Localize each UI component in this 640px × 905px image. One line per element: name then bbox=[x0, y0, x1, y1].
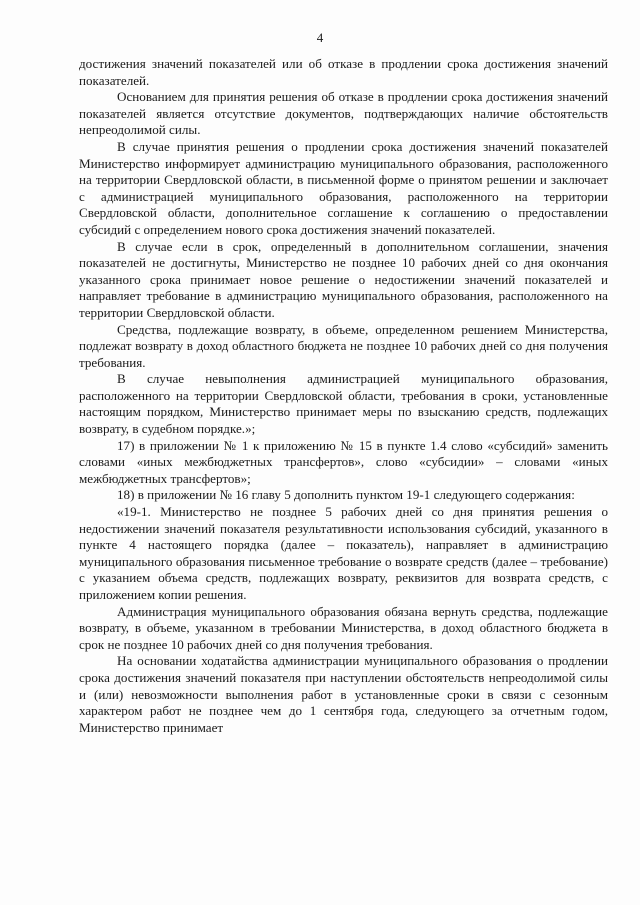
paragraph: Средства, подлежащие возврату, в объеме, определенном решением Министерства, подлежат возврату в доход областного бюджета не позднее 10 рабочих дней со дня получения требования. bbox=[79, 321, 608, 370]
paragraph: Администрация муниципального образования обязана вернуть средства, подлежащие возврату, в объеме, указанном в требовании Министерства, в доход областного бюджета в срок не позднее 10 рабочих дней со дня получения требования. bbox=[79, 603, 608, 652]
quoted-clause: «19-1. Министерство не позднее 5 рабочих дней со дня принятия решения о недостижении значений показателя результативности использования субсидий, указанного в пункте 4 настоящего порядка (далее – показатель), направляет в администрацию муниципального образования письменное требование о возврате средств (далее – требование) с указанием объема средств, подлежащих возврату, реквизитов для возврата средств, с приложением копии решения. bbox=[79, 504, 608, 602]
list-item-17: 17) в приложении № 1 к приложению № 15 в пункте 1.4 слово «субсидий» заменить словами «иных межбюджетных трансфертов», слово «субсидии» – словами «иных межбюджетных трансфертов»; bbox=[79, 437, 608, 486]
paragraph: Основанием для принятия решения об отказе в продлении срока достижения значений показателей является отсутствие документов, подтверждающих наличие обстоятельств непреодолимой силы. bbox=[79, 89, 608, 138]
paragraph: На основании ходатайства администрации муниципального образования о продлении срока достижения значений показателя при наступлении обстоятельств непреодолимой силы и (или) невозможности выполнения работ в установленные сроки в связи с сезонным характером работ не позднее чем до 1 сентября года, следующего за отчетным годом, Министерство принимает bbox=[79, 653, 608, 735]
list-item-18: 18) в приложении № 16 главу 5 дополнить пунктом 19-1 следующего содержания: bbox=[117, 487, 575, 503]
paragraph: В случае принятия решения о продлении срока достижения значений показателей Министерство информирует администрацию муниципального образования, расположенного на территории Свердловской области, в письменной форме о принятом решении и заключает с администрацией муниципального образования, расположенного на территории Свердловской области, дополнительное соглашение к соглашению о предоставлении субсидий с определением нового срока достижения значений показателей. bbox=[79, 138, 608, 237]
paragraph: В случае если в срок, определенный в дополнительном соглашении, значения показателей не достигнуты, Министерство не позднее 10 рабочих дней со дня окончания указанного срока принимает новое решение о недостижении значений показателей и направляет требование в администрацию муниципального образования, расположенного на территории Свердловской области. bbox=[79, 238, 608, 320]
page-number: 4 bbox=[316, 30, 324, 45]
document-body bbox=[79, 56, 608, 736]
paragraph: достижения значений показателей или об отказе в продлении срока достижения значений показателей. bbox=[79, 56, 608, 88]
paragraph: В случае невыполнения администрацией муниципального образования, расположенного на территории Свердловской области, требования в сроки, установленные настоящим порядком, Министерство принимает меры по взысканию средств, подлежащих возврату, в судебном порядке.»; bbox=[79, 371, 608, 437]
